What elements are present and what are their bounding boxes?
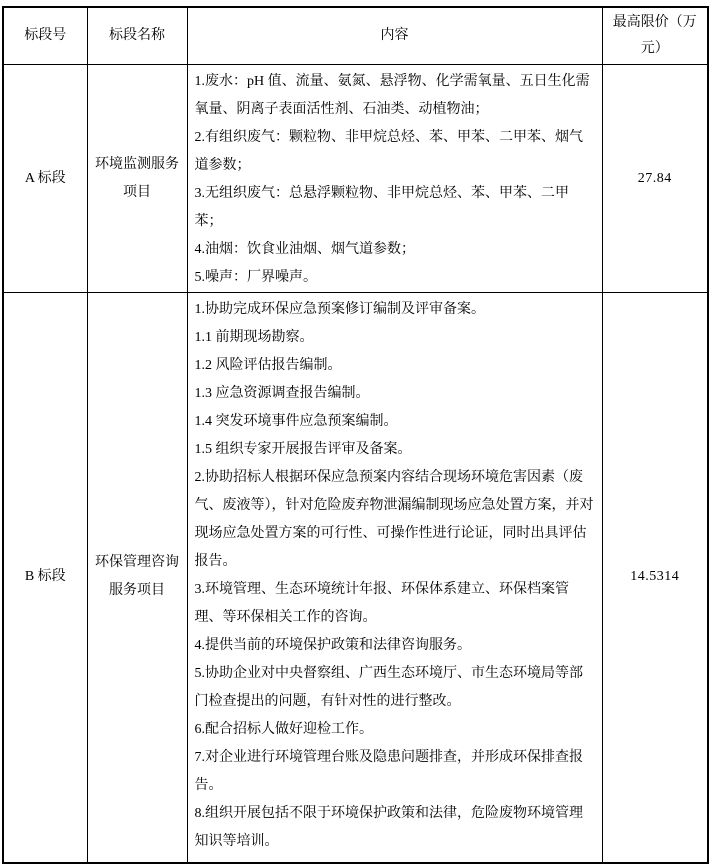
content-item: 1.4 突发环境事件应急预案编制。	[194, 414, 398, 429]
content-item: 5.噪声：厂界噪声。	[194, 270, 317, 285]
section-a-name: 环境监测服务项目	[87, 65, 187, 293]
content-item: 1.协助完成环保应急预案修订编制及评审备案。	[194, 302, 485, 317]
content-item: 7.对企业进行环境管理台账及隐患问题排查，并形成环保排查报告。	[194, 750, 583, 793]
section-a-content	[187, 65, 602, 293]
section-b-content	[187, 293, 602, 863]
content-item: 1.5 组织专家开展报告评审及备案。	[194, 442, 412, 457]
table-row-section-b	[3, 293, 708, 863]
content-item: 4.提供当前的环境保护政策和法律咨询服务。	[194, 638, 471, 653]
header-section-name: 标段名称	[87, 7, 187, 65]
section-b-max-price: 14.5314	[602, 293, 708, 863]
section-b-id: B 标段	[3, 293, 87, 863]
bid-sections-table	[2, 6, 709, 864]
section-b-name: 环保管理咨询服务项目	[87, 293, 187, 863]
content-item: 1.2 风险评估报告编制。	[194, 358, 342, 373]
content-item: 2.有组织废气：颗粒物、非甲烷总烃、苯、甲苯、二甲苯、烟气道参数；	[194, 130, 583, 173]
content-item: 1.3 应急资源调查报告编制。	[194, 386, 370, 401]
header-section-id: 标段号	[3, 7, 87, 65]
section-a-max-price: 27.84	[602, 65, 708, 293]
content-item: 3.无组织废气：总悬浮颗粒物、非甲烷总烃、苯、甲苯、二甲苯；	[194, 186, 569, 229]
content-item: 3.环境管理、生态环境统计年报、环保体系建立、环保档案管理、等环保相关工作的咨询。	[194, 582, 569, 625]
content-item: 2.协助招标人根据环保应急预案内容结合现场环境危害因素（废气、废液等），针对危险废弃物泄漏编制现场应急处置方案，并对现场应急处置方案的可行性、可操作性进行论证，同时出具评估报告。	[194, 470, 594, 569]
table-header-row	[3, 7, 708, 65]
content-item: 1.废水：pH 值、流量、氨氮、悬浮物、化学需氧量、五日生化需氧量、阴离子表面活性剂、石油类、动植物油；	[194, 74, 590, 117]
header-content: 内容	[187, 7, 602, 65]
header-max-price: 最高限价（万元）	[602, 7, 708, 65]
content-item: 8.组织开展包括不限于环境保护政策和法律，危险废物环境管理知识等培训。	[194, 806, 583, 849]
table-row-section-a	[3, 65, 708, 293]
content-item: 1.1 前期现场勘察。	[194, 330, 314, 345]
content-item: 6.配合招标人做好迎检工作。	[194, 722, 373, 737]
section-a-id: A 标段	[3, 65, 87, 293]
content-item: 5.协助企业对中央督察组、广西生态环境厅、市生态环境局等部门检查提出的问题，有针对性的进行整改。	[194, 666, 583, 709]
content-item: 4.油烟：饮食业油烟、烟气道参数；	[194, 242, 415, 257]
